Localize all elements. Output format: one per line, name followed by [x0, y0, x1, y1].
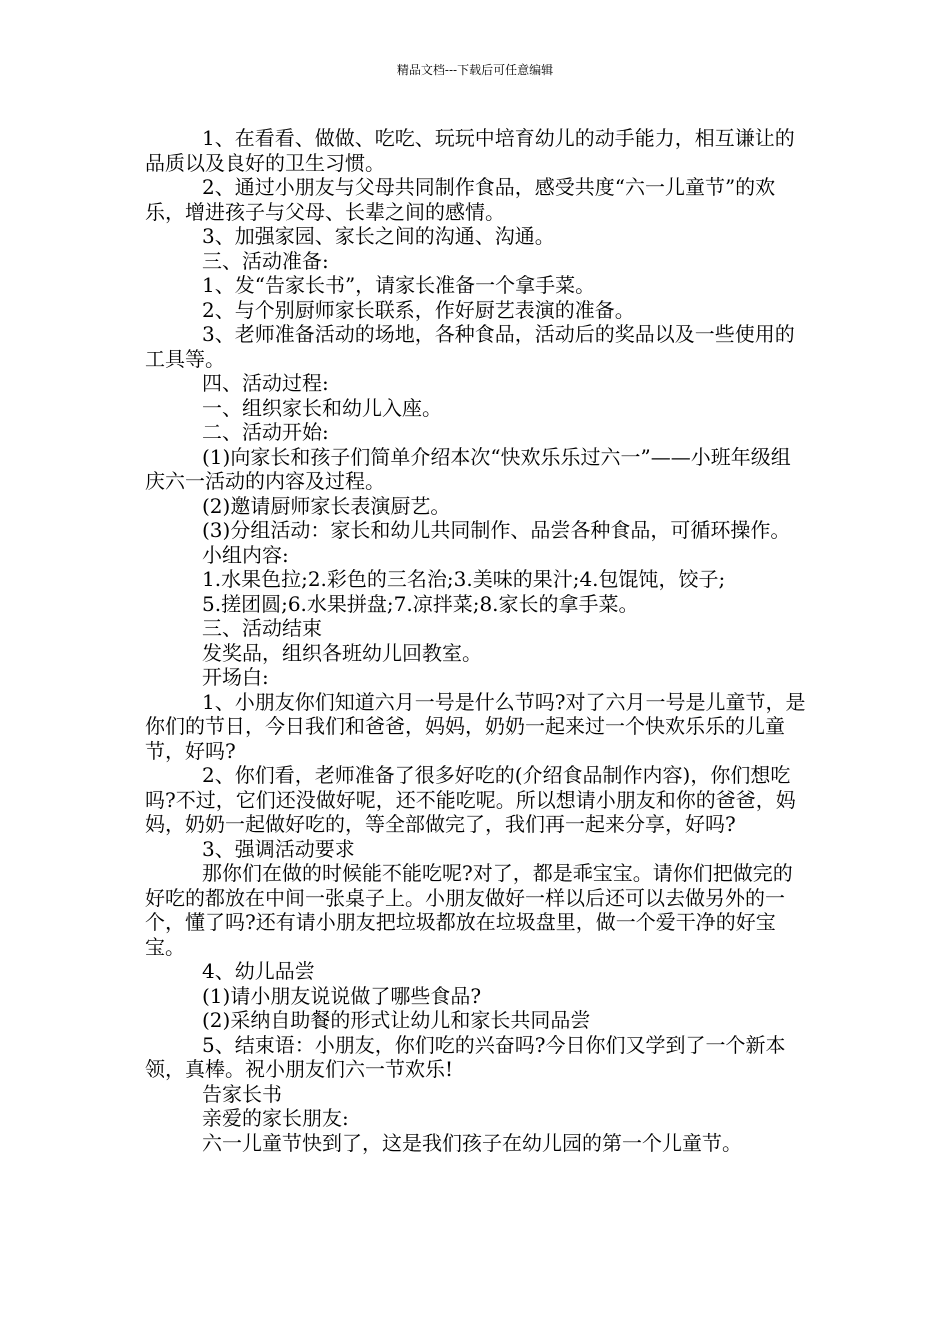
- paragraph-prep-1: 1、发“告家长书”，请家长准备一个拿手菜。: [202, 273, 596, 297]
- paragraph-group-content-1: 1.水果色拉;2.彩色的三名治;3.美味的果汁;4.包馄饨，饺子;: [202, 567, 726, 591]
- paragraph-process-2-2: (2)邀请厨师家长表演厨艺。: [202, 493, 451, 518]
- paragraph-opening-2: 2、你们看，老师准备了很多好吃的(介绍食品制作内容)，你们想吃吗?不过，它们还没做好呢，还不能吃呢。所以想请小朋友和你的爸爸，妈妈，奶奶一起做好吃的，等全部做完了，我们再一起来分享，好吗?: [145, 763, 796, 836]
- section-heading-letter: 告家长书: [202, 1081, 282, 1106]
- paragraph-opening-4-2: (2)采纳自助餐的形式让幼儿和家长共同品尝: [202, 1008, 591, 1032]
- paragraph-prep-3: 3、老师准备活动的场地，各种食品，活动后的奖品以及一些使用的工具等。: [145, 322, 795, 371]
- paragraph-goal-3: 3、加强家园、家长之间的沟通、沟通。: [202, 224, 555, 248]
- paragraph-process-2: 二、活动开始:: [202, 420, 329, 444]
- paragraph-goal-1: 1、在看看、做做、吃吃、玩玩中培育幼儿的动手能力，相互谦让的品质以及良好的卫生习惯。: [145, 126, 795, 175]
- paragraph-group-content-2: 5.搓团圆;6.水果拼盘;7.凉拌菜;8.家长的拿手菜。: [202, 591, 639, 616]
- paragraph-process-1: 一、组织家长和幼儿入座。: [202, 395, 442, 420]
- paragraph-prep-2: 2、与个别厨师家长联系，作好厨艺表演的准备。: [202, 297, 635, 322]
- paragraph-opening-1: 1、小朋友你们知道六月一号是什么节吗?对了六月一号是儿童节，是你们的节日，今日我们和爸爸，妈妈，奶奶一起来过一个快欢乐乐的儿童节，好吗?: [145, 689, 806, 763]
- paragraph-process-2-1: (1)向家长和孩子们简单介绍本次“快欢乐乐过六一”——小班年级组庆六一活动的内容及过程。: [145, 444, 791, 493]
- paragraph-letter-body-1: 六一儿童节快到了，这是我们孩子在幼儿园的第一个儿童节。: [202, 1130, 742, 1155]
- paragraph-opening-5: 5、结束语：小朋友，你们吃的兴奋吗?今日你们又学到了一个新本领，真棒。祝小朋友们六一节欢乐!: [145, 1032, 786, 1081]
- paragraph-opening-4: 4、幼儿品尝: [202, 959, 315, 983]
- paragraph-end-1: 发奖品，组织各班幼儿回教室。: [202, 640, 482, 665]
- paragraph-process-2-3: (3)分组活动：家长和幼儿共同制作、品尝各种食品，可循环操作。: [202, 518, 791, 542]
- section-heading-preparation: 三、活动准备:: [202, 248, 329, 273]
- paragraph-opening-3-body: 那你们在做的时候能不能吃呢?对了，都是乖宝宝。请你们把做完的好吃的都放在中间一张桌子上。小朋友做好一样以后还可以去做另外的一个，懂了吗?还有请小朋友把垃圾都放在垃圾盘里，做一个爱干净的好宝宝。: [145, 861, 793, 959]
- section-heading-opening: 开场白:: [202, 665, 269, 689]
- paragraph-group-content-heading: 小组内容:: [202, 542, 289, 567]
- document-body: [145, 126, 810, 1155]
- section-heading-process: 四、活动过程:: [202, 371, 329, 395]
- page-header: 精品文档---下载后可任意编辑: [396, 63, 554, 77]
- paragraph-opening-4-1: (1)请小朋友说说做了哪些食品?: [202, 983, 482, 1008]
- paragraph-letter-salutation: 亲爱的家长朋友:: [202, 1106, 349, 1130]
- paragraph-opening-3: 3、强调活动要求: [202, 836, 355, 861]
- paragraph-goal-2: 2、通过小朋友与父母共同制作食品，感受共度“六一儿童节”的欢乐，增进孩子与父母、长辈之间的感情。: [145, 175, 776, 224]
- section-heading-end: 三、活动结束: [202, 616, 322, 640]
